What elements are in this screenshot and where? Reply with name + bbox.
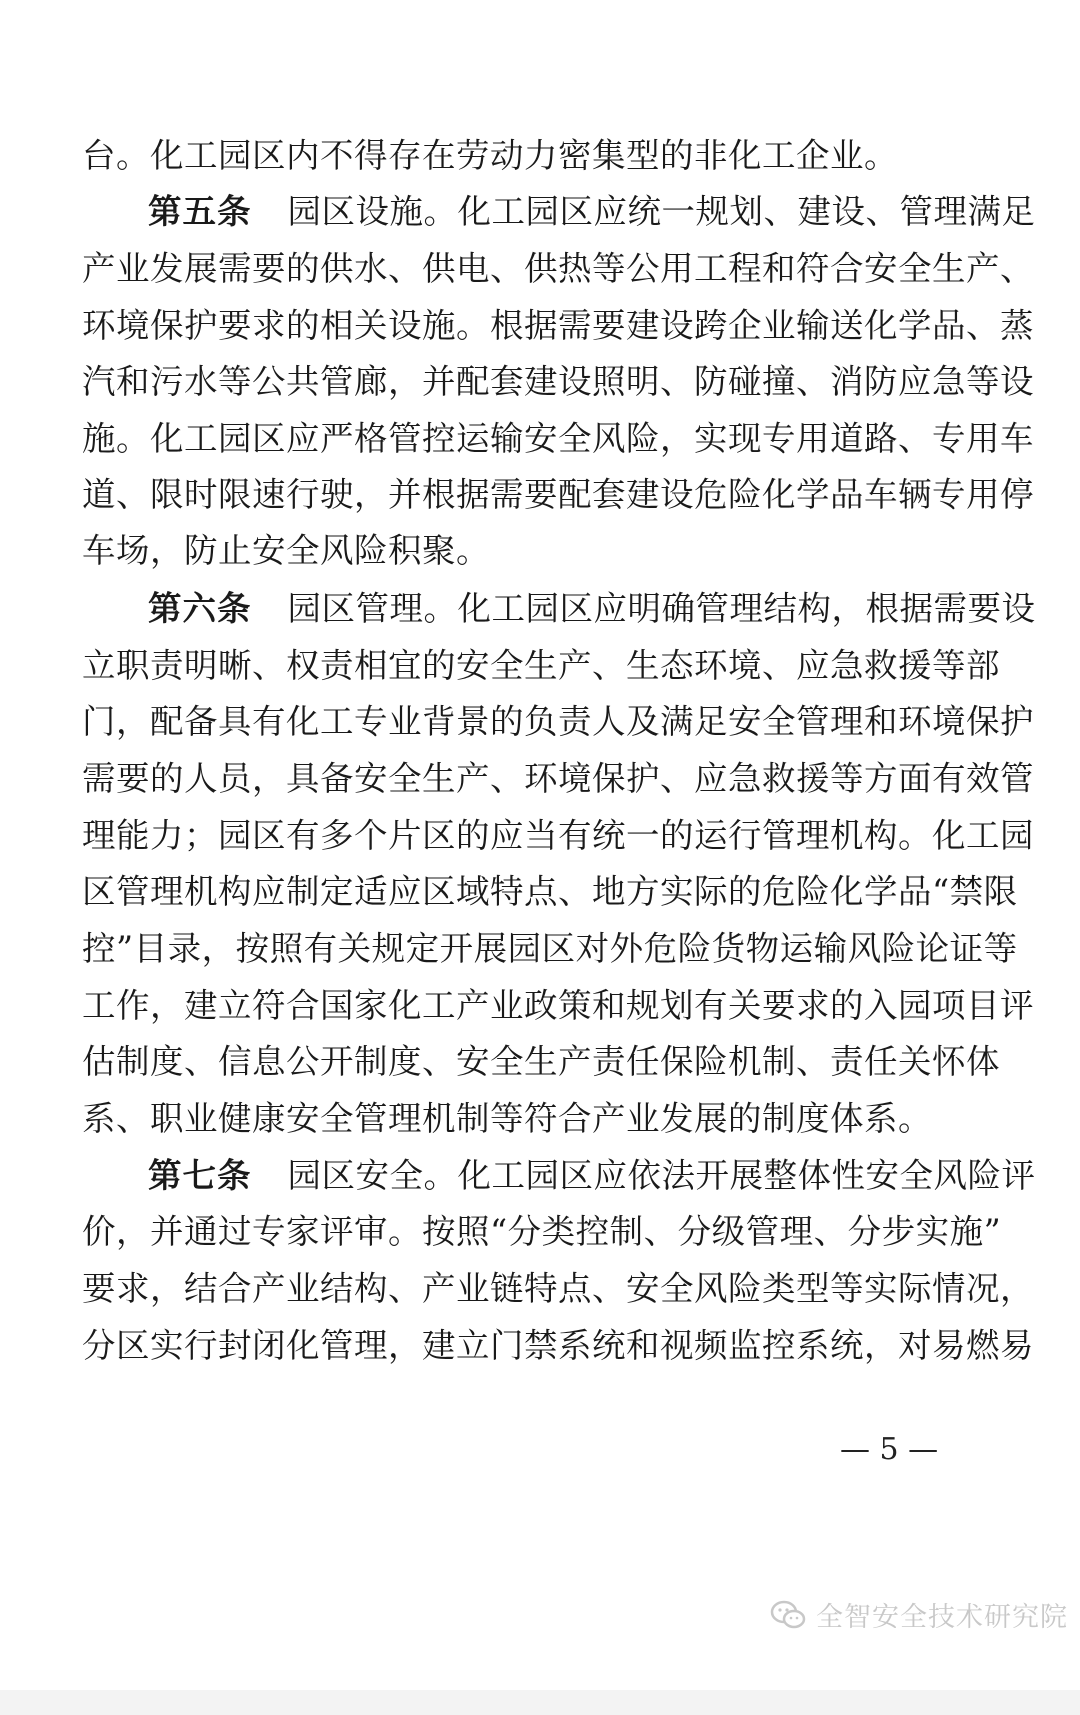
article-heading: 第六条 [148,589,252,628]
text-line-3: 产业发展需要的供水、供电、供热等公用工程和符合安全生产、 [82,249,1034,288]
article-heading: 第七条 [148,1156,252,1195]
article-5-line: 第五条 园区设施。化工园区应统一规划、建设、管理满足 [148,192,1036,231]
text-line-20: 价，并通过专家评审。按照“分类控制、分级管理、分步实施” [82,1212,1002,1251]
text-line-10: 立职责明晰、权责相宜的安全生产、生态环境、应急救援等部 [82,646,1000,685]
text-line-4: 环境保护要求的相关设施。根据需要建设跨企业输送化学品、蒸 [82,306,1034,345]
text-line-7: 道、限时限速行驶，并根据需要配套建设危险化学品车辆专用停 [82,475,1034,514]
text-line-17: 估制度、信息公开制度、安全生产责任保险机制、责任关怀体 [82,1042,1000,1081]
bottom-band [0,1690,1080,1715]
article-heading: 第五条 [148,192,252,231]
text-line-11: 门，配备具有化工专业背景的负责人及满足安全管理和环境保护 [82,702,1034,741]
text-line-13: 理能力；园区有多个片区的应当有统一的运行管理机构。化工园 [82,816,1034,855]
text-line-6: 施。化工园区应严格管控运输安全风险，实现专用道路、专用车 [82,419,1034,458]
text-line-14: 区管理机构应制定适应区域特点、地方实际的危险化学品“禁限 [82,872,1018,911]
text-line-1: 台。化工园区内不得存在劳动力密集型的非化工企业。 [82,136,898,175]
wechat-watermark [770,1595,1068,1634]
page-number: — 5 — [840,1432,939,1467]
article-7-line: 第七条 园区安全。化工园区应依法开展整体性安全风险评 [148,1156,1036,1195]
text-line-12: 需要的人员，具备安全生产、环境保护、应急救援等方面有效管 [82,759,1034,798]
text-line-16: 工作，建立符合国家化工产业政策和规划有关要求的入园项目评 [82,986,1034,1025]
text-line-18: 系、职业健康安全管理机制等符合产业发展的制度体系。 [82,1099,932,1138]
text-line-15: 控”目录，按照有关规定开展园区对外危险货物运输风险论证等 [82,929,1018,968]
wechat-icon [770,1600,806,1630]
text-line-8: 车场，防止安全风险积聚。 [82,531,490,570]
watermark-text: 全智安全技术研究院 [816,1602,1068,1633]
text-line-22: 分区实行封闭化管理，建立门禁系统和视频监控系统，对易燃易 [82,1326,1034,1365]
article-6-line: 第六条 园区管理。化工园区应明确管理结构，根据需要设 [148,589,1036,628]
text-line-5: 汽和污水等公共管廊，并配套建设照明、防碰撞、消防应急等设 [82,362,1034,401]
text-line-21: 要求，结合产业结构、产业链特点、安全风险类型等实际情况， [82,1269,1034,1308]
